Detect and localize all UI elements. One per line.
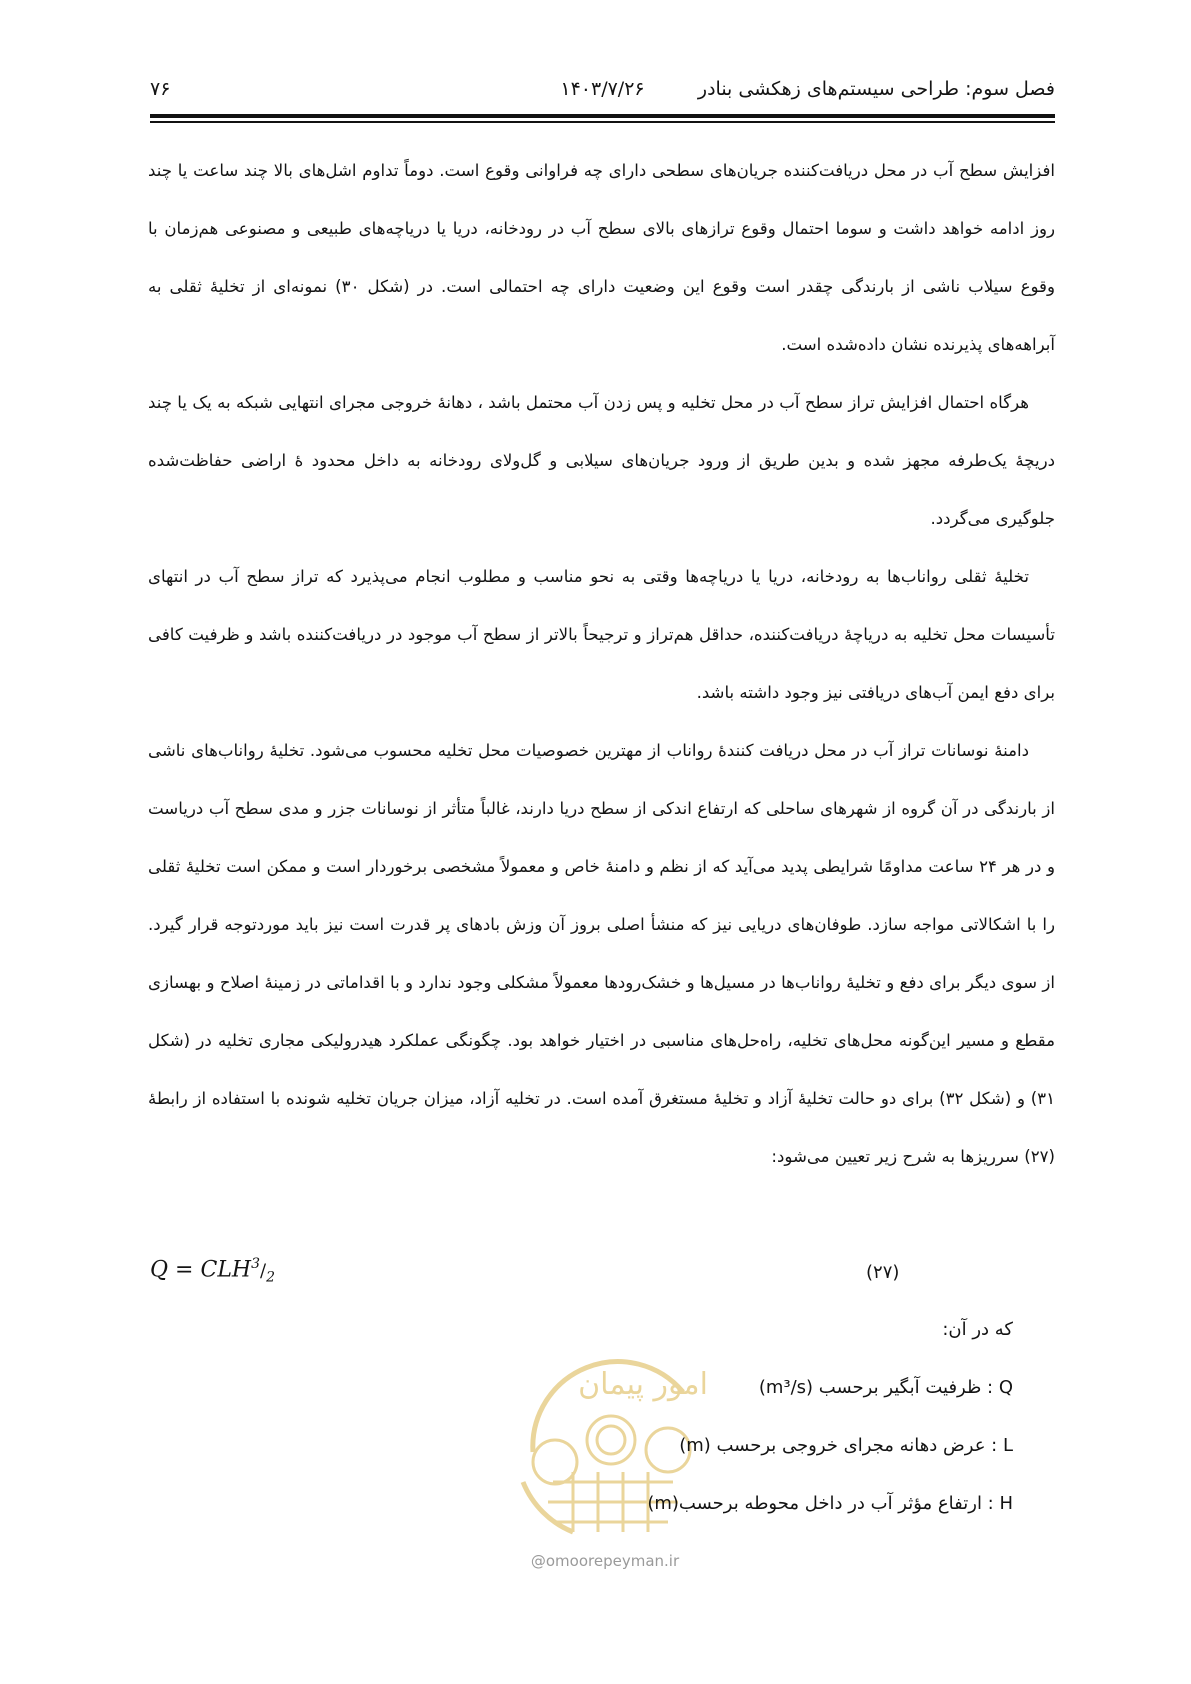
definition-symbol: Q	[998, 1377, 1013, 1398]
watermark-url	[500, 1552, 710, 1570]
definition-symbol: L	[1002, 1435, 1013, 1456]
equation-exponent-numerator: 3	[251, 1256, 261, 1272]
definition-text: : ظرفیت آبگیر برحسب (m³/s)	[758, 1377, 999, 1398]
paragraph-3: تخلیهٔ ثقلی رواناب‌ها به رودخانه، دریا یا دریاچه‌ها وقتی به نحو مناسب و مطلوب انجام می‌پذیرد که تراز سطح آب در انتهای تأسیسات محل تخلیه به دریاچهٔ دریافت‌کننده، حداقل هم‌تراز و ترجیحاً بالاتر از سطح آب موجود در دریافت‌کننده باشد و ظرفیت کافی برای دفع ایمن آب‌های دریافتی نیز وجود داشته باشد.	[148, 567, 1055, 702]
watermark-logo-text: امور پیمان	[578, 1367, 708, 1402]
equation-fraction-slash: /	[260, 1260, 267, 1282]
page-header	[150, 72, 1055, 112]
definition-h	[493, 1484, 1013, 1542]
equation-27	[150, 1256, 275, 1286]
definition-text: : ارتفاع مؤثر آب در داخل محوطه برحسب(m)	[647, 1493, 1000, 1514]
paragraph-1: افزایش سطح آب در محل دریافت‌کننده جریان‌های سطحی دارای چه فراوانی وقوع است. دوماً تداوم اشل‌های بالا چند ساعت یا چند روز ادامه خواهد داشت و سوما احتمال وقوع ترازهای بالای سطح آب در رودخانه، دریا یا دریاچه‌های طبیعی و مصنوعی هم‌زمان با وقوع سیلاب ناشی از بارندگی چقدر است وقوع این وضعیت دارای چه احتمالی است. در (شکل ۳۰) نمونه‌ای از تخلیهٔ ثقلی به آبراهه‌های پذیرنده نشان داده‌شده است.	[148, 161, 1055, 354]
definition-q	[493, 1368, 1013, 1426]
at-icon: @	[530, 1552, 546, 1570]
definitions	[493, 1310, 1013, 1542]
definition-text: : عرض دهانه مجرای خروجی برحسب (m)	[679, 1435, 1003, 1456]
equation-equals: =	[175, 1257, 194, 1283]
equation-lhs: Q	[150, 1257, 169, 1283]
header-rule-thin	[150, 121, 1055, 123]
definitions-intro: که در آن:	[942, 1319, 1013, 1340]
definition-symbol: H	[999, 1493, 1013, 1514]
equation-number: (۲۷)	[866, 1262, 900, 1283]
chapter-title: فصل سوم: طراحی سیستم‌های زهکشی بنادر	[697, 78, 1055, 100]
header-date: ۱۴۰۳/۷/۲۶	[560, 78, 645, 100]
page-number: ۷۶	[150, 78, 171, 100]
header-rule-thick	[150, 114, 1055, 118]
equation-rhs: CLH	[200, 1257, 252, 1283]
watermark-url-text: omoorepeyman.ir	[545, 1552, 680, 1570]
paragraph-4: دامنهٔ نوسانات تراز آب در محل دریافت کنندهٔ رواناب از مهترین خصوصیات محل تخلیه محسوب می‌شود. تخلیهٔ رواناب‌های ناشی از بارندگی در آن گروه از شهرهای ساحلی که ارتفاع اندکی از سطح دریا دارند، غالباً متأثر از نوسانات جزر و مدی سطح آب دریاست و در هر ۲۴ ساعت مداومًا شرایطی پدید می‌آید که از نظم و دامنهٔ خاص و معمولاً مشخصی برخوردار است و ممکن است تخلیهٔ ثقلی را با اشکالاتی مواجه سازد. طوفان‌های دریایی نیز که منشأ اصلی بروز آن وزش بادهای پر قدرت است نیز باید موردتوجه قرار گیرد. از سوی دیگر برای دفع و تخلیهٔ رواناب‌ها در مسیل‌ها و خشک‌رودها معمولاً مشکلی وجود ندارد و با اقداماتی در زمینهٔ اصلاح و بهسازی مقطع و مسیر این‌گونه محل‌های تخلیه، راه‌حل‌های مناسبی در اختیار خواهد بود. چگونگی عملکرد هیدرولیکی مجاری تخلیه در (شکل ۳۱) و (شکل ۳۲) برای دو حالت تخلیهٔ آزاد و تخلیهٔ مستغرق آمده است. در تخلیه آزاد، میزان جریان تخلیه شونده با استفاده از رابطهٔ (۲۷) سرریزها به شرح زیر تعیین می‌شود:	[148, 741, 1055, 1166]
definition-l	[493, 1426, 1013, 1484]
paragraph-2: هرگاه احتمال افزایش تراز سطح آب در محل تخلیه و پس زدن آب محتمل باشد ، دهانهٔ خروجی مجرای انتهایی شبکه به یک یا چند دریچهٔ یک‌طرفه مجهز شده و بدین طریق از ورود جریان‌های سیلابی و گل‌ولای رودخانه به داخل محدود هٔ اراضی حفاظت‌شده جلوگیری می‌گردد.	[148, 393, 1055, 528]
equation-exponent-denominator: 2	[266, 1269, 276, 1286]
body-text	[148, 142, 1055, 1186]
